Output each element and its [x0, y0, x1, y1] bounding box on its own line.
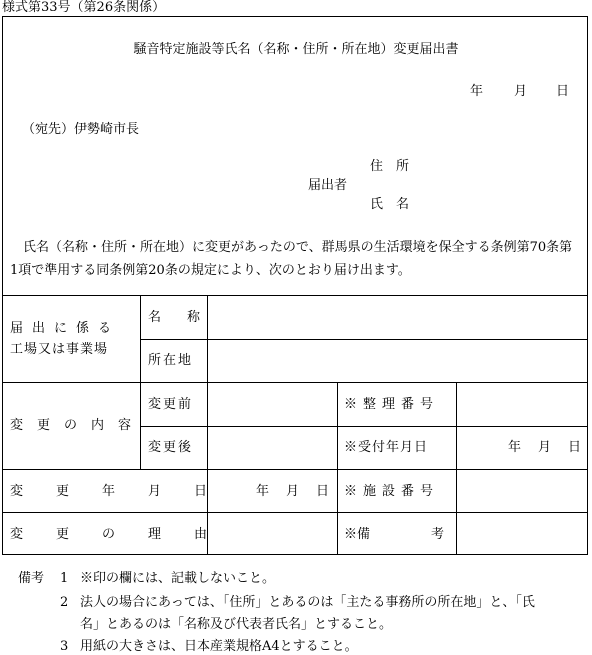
date-month: 月	[514, 84, 528, 99]
ref-number-label: ※整理番号	[344, 397, 440, 412]
receipt-day: 日	[568, 440, 582, 455]
form-frame	[2, 16, 588, 555]
note-number: 1	[60, 571, 69, 586]
form-number: 様式第33号（第26条関係）	[2, 0, 166, 15]
receipt-year: 年	[508, 440, 522, 455]
addressee: （宛先）伊勢崎市長	[22, 122, 140, 137]
change-reason-label: 変更の理由	[10, 527, 241, 542]
name-label-1: 氏	[370, 197, 384, 212]
grid-line	[140, 295, 141, 469]
note-number: 2	[60, 595, 69, 610]
grid-line	[2, 512, 588, 513]
name-label-2: 名	[396, 197, 410, 212]
name-row-label-1: 名	[148, 310, 162, 325]
facility-number-label: ※施設番号	[344, 484, 440, 499]
factory-label-line2: 工場又は事業場	[10, 342, 109, 357]
declaration-text: 氏名（名称・住所・所在地）に変更があったので、群馬県の生活環境を保全する条例第70条第1項で準用する同条例第20条の規定により、次のとおり届け出ます。	[10, 240, 573, 278]
factory-label-line1	[10, 322, 130, 335]
factory-label-line1-text: 届出に係る	[10, 321, 121, 336]
location-label: 所在地	[148, 353, 194, 368]
change-content-label: 変更の内容	[10, 418, 146, 433]
change-day: 日	[316, 484, 330, 499]
note-text: 名」とあるのは「名称及び代表者氏名」とすること。	[80, 617, 393, 632]
change-month: 月	[286, 484, 300, 499]
note-text: ※印の欄には、記載しないこと。	[80, 571, 276, 586]
grid-line	[207, 295, 208, 555]
name-row-label-2: 称	[186, 310, 200, 325]
remarks-label	[344, 528, 444, 541]
notes-heading: 備考	[18, 571, 45, 586]
grid-line	[2, 382, 588, 383]
address-label-2: 所	[396, 159, 410, 174]
change-date-label: 変更年月日	[10, 484, 241, 499]
grid-line	[456, 382, 457, 555]
grid-line	[2, 469, 588, 470]
note-number: 3	[60, 639, 69, 654]
change-year: 年	[256, 484, 270, 499]
address-label-1: 住	[370, 159, 384, 174]
document-title: 騒音特定施設等氏名（名称・住所・所在地）変更届出書	[133, 42, 459, 57]
date-year: 年	[470, 84, 484, 99]
date-day: 日	[556, 84, 570, 99]
before-label: 変更前	[148, 397, 194, 412]
receipt-date-label: ※受付年月日	[344, 440, 429, 455]
remarks-label-2: 考	[430, 527, 444, 542]
remarks-label-1: ※備	[344, 527, 371, 542]
after-label: 変更後	[148, 440, 194, 455]
grid-line	[337, 382, 338, 555]
note-text: 法人の場合にあっては、「住所」とあるのは「主たる事務所の所在地」と、「氏	[80, 595, 535, 610]
receipt-month: 月	[538, 440, 552, 455]
note-text: 用紙の大きさは、日本産業規格A4とすること。	[80, 639, 358, 654]
applicant-label: 届出者	[308, 178, 348, 193]
name-row-label	[148, 311, 200, 324]
table-top-line	[2, 295, 588, 296]
